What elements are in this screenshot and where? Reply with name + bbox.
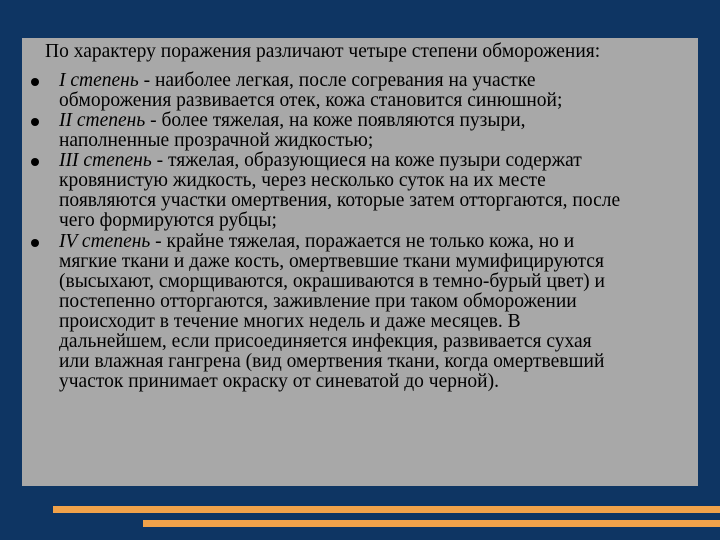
list-item-text: - тяжелая, образующиеся на коже пузыри содержат xyxy=(151,150,582,171)
accent-bar-top xyxy=(53,506,720,513)
list-item-term: IV степень xyxy=(59,231,151,252)
list-item-first-line xyxy=(59,232,574,252)
list-item-term: III степень xyxy=(59,150,152,171)
list-item-continuation-line: постепенно отторгаются, заживление при таком обморожении xyxy=(59,291,577,312)
list-item-continuation-line: мягкие ткани и даже кость, омертвевшие ткани мумифицируются xyxy=(59,251,604,272)
list-item-continuation-line: (высыхают, сморщиваются, окрашиваются в темно-бурый цвет) и xyxy=(59,271,605,292)
list-item-continuation-line: обморожения развивается отек, кожа становится синюшной; xyxy=(59,90,563,111)
list-item-continuation-line: появляются участки омертвения, которые затем отторгаются, после xyxy=(59,190,621,211)
list-item-continuation-line: кровянистую жидкость, через несколько суток на их месте xyxy=(59,170,546,191)
accent-bar-bottom xyxy=(143,520,720,527)
list-item-term: II степень xyxy=(59,110,146,131)
bullet-dot-icon xyxy=(31,239,39,247)
list-item-continuation-line: или влажная гангрена (вид омертвения ткани, когда омертвевший xyxy=(59,351,605,372)
list-item-first-line xyxy=(59,151,582,171)
intro-text: По характеру поражения различают четыре степени обморожения: xyxy=(45,41,601,62)
list-item-text: - крайне тяжелая, поражается не только кожа, но и xyxy=(150,231,575,252)
list-item-first-line xyxy=(59,111,526,131)
bullet-dot-icon xyxy=(31,158,39,166)
list-item-text: - более тяжелая, на коже появляются пузыри, xyxy=(145,110,526,131)
list-item-first-line xyxy=(59,71,535,91)
bullet-dot-icon xyxy=(31,78,39,86)
list-item-continuation-line: чего формируются рубцы; xyxy=(59,210,277,231)
list-item-term: I степень xyxy=(59,70,139,91)
list-item-continuation-line: происходит в течение многих недель и даже месяцев. В xyxy=(59,311,521,332)
list-item-text: - наиболее легкая, после согревания на участке xyxy=(138,70,536,91)
list-item-continuation-line: участок принимает окраску от синеватой до черной). xyxy=(59,371,499,392)
list-item-continuation-line: наполненные прозрачной жидкостью; xyxy=(59,130,374,151)
list-item-continuation-line: дальнейшем, если присоединяется инфекция, развивается сухая xyxy=(59,331,592,352)
bullet-dot-icon xyxy=(31,118,39,126)
